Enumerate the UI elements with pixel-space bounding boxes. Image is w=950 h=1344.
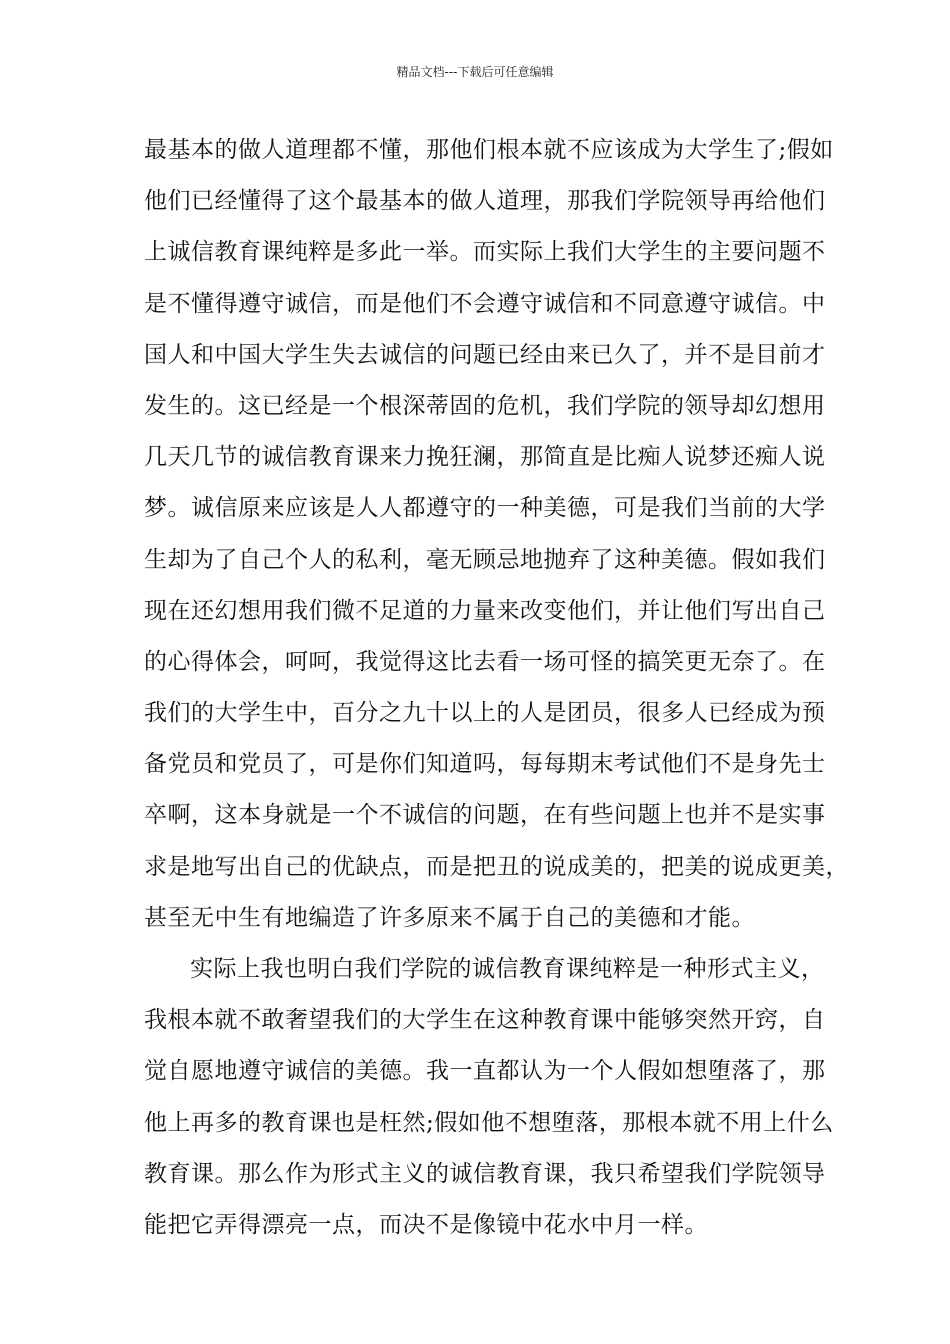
text-line: 能把它弄得漂亮一点，而决不是像镜中花水中月一样。 <box>144 1211 708 1238</box>
text-line: 梦。诚信原来应该是人人都遵守的一种美德，可是我们当前的大学 <box>144 495 826 522</box>
text-line: 的心得体会，呵呵，我觉得这比去看一场可怪的搞笑更无奈了。在 <box>144 648 826 675</box>
paragraph-1 <box>144 125 849 944</box>
text-line: 上诚信教育课纯粹是多此一举。而实际上我们大学生的主要问题不 <box>144 239 826 266</box>
text-line: 觉自愿地遵守诚信的美德。我一直都认为一个人假如想堕落了，那 <box>144 1058 826 1085</box>
text-line: 生却为了自己个人的私利，毫无顾忌地抛弃了这种美德。假如我们 <box>144 546 826 573</box>
document-body <box>144 125 849 1251</box>
text-line: 求是地写出自己的优缺点，而是把丑的说成美的，把美的说成更美， <box>144 853 849 880</box>
page-header: 精品文档---下载后可任意编辑 <box>396 65 554 79</box>
text-line: 实际上我也明白我们学院的诚信教育课纯粹是一种形式主义， <box>190 956 825 982</box>
paragraph-2 <box>144 944 834 1251</box>
text-line: 他们已经懂得了这个最基本的做人道理，那我们学院领导再给他们 <box>144 188 826 215</box>
text-line: 备党员和党员了，可是你们知道吗，每每期末考试他们不是身先士 <box>144 751 826 778</box>
text-line: 现在还幻想用我们微不足道的力量来改变他们，并让他们写出自己 <box>144 597 826 624</box>
text-line: 他上再多的教育课也是枉然;假如他不想堕落，那根本就不用上什么 <box>144 1109 834 1136</box>
text-line: 最基本的做人道理都不懂，那他们根本就不应该成为大学生了;假如 <box>144 137 834 163</box>
text-line: 几天几节的诚信教育课来力挽狂澜，那简直是比痴人说梦还痴人说 <box>144 444 826 471</box>
text-line: 我根本就不敢奢望我们的大学生在这种教育课中能够突然开窍，自 <box>144 1007 826 1034</box>
text-line: 卒啊，这本身就是一个不诚信的问题，在有些问题上也并不是实事 <box>144 802 826 829</box>
text-line: 甚至无中生有地编造了许多原来不属于自己的美德和才能。 <box>144 904 755 931</box>
text-line: 教育课。那么作为形式主义的诚信教育课，我只希望我们学院领导 <box>144 1160 826 1187</box>
text-line: 国人和中国大学生失去诚信的问题已经由来已久了，并不是目前才 <box>144 341 826 368</box>
text-line: 是不懂得遵守诚信，而是他们不会遵守诚信和不同意遵守诚信。中 <box>144 290 826 317</box>
text-line: 我们的大学生中，百分之九十以上的人是团员，很多人已经成为预 <box>144 700 826 727</box>
text-line: 发生的。这已经是一个根深蒂固的危机，我们学院的领导却幻想用 <box>144 392 826 419</box>
